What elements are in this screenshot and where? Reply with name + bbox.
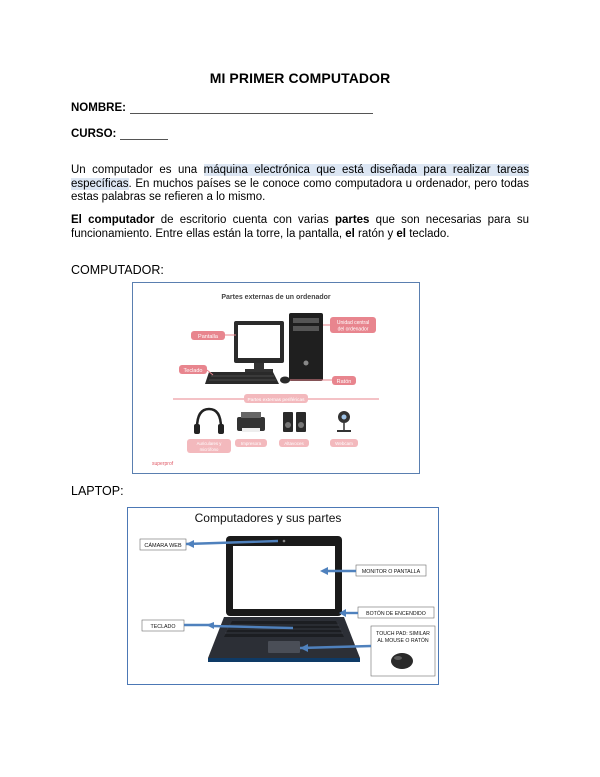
intro-text-end: . En muchos países se le conoce como computadora u ordenador, pero todas estas palabras se refieren a lo mismo. bbox=[71, 177, 529, 204]
curso-input-line[interactable] bbox=[120, 127, 168, 140]
mouse-shape bbox=[280, 377, 290, 384]
periph-speakers: Altavoces bbox=[284, 441, 304, 446]
label-perifericos: Partes externas periféricas bbox=[247, 398, 305, 403]
section-laptop: LAPTOP: bbox=[71, 484, 124, 498]
bold-el-1: el bbox=[345, 227, 355, 240]
bold-el-2: el bbox=[396, 227, 406, 240]
bold-el-computador: El computador bbox=[71, 214, 155, 226]
periph-headphones-1: Auriculares y bbox=[196, 441, 222, 446]
parts-text-3: ratón y bbox=[354, 227, 397, 240]
laptop-parts-figure bbox=[127, 507, 439, 685]
laptop-touchpad bbox=[268, 641, 300, 653]
desktop-parts-figure bbox=[132, 282, 420, 474]
label-pantalla: Pantalla bbox=[198, 334, 218, 340]
intro-paragraph bbox=[71, 164, 529, 205]
label-camara: CÁMARA WEB bbox=[144, 543, 182, 549]
tower-drive-1 bbox=[293, 318, 319, 323]
label-unidad-2: del ordenador bbox=[337, 326, 369, 333]
nombre-label: NOMBRE: bbox=[71, 102, 126, 114]
laptop-screen bbox=[233, 546, 335, 609]
label-monitor: MONITOR O PANTALLA bbox=[361, 569, 421, 575]
parts-text-1: de escritorio cuenta con varias bbox=[154, 214, 335, 226]
label-encendido: BOTÓN DE ENCENDIDO bbox=[366, 611, 426, 617]
parts-text-4: teclado. bbox=[406, 227, 450, 240]
monitor-screen bbox=[238, 325, 280, 358]
page-title: MI PRIMER COMPUTADOR bbox=[209, 70, 391, 86]
label-raton: Ratón bbox=[336, 379, 352, 385]
intro-highlight: máquina electrónica que está diseñada para realizar tareas específicas bbox=[71, 164, 530, 190]
label-touch-1: TOUCH PAD: SIMILAR bbox=[376, 631, 430, 637]
label-touch-2: AL MOUSE O RATÓN bbox=[377, 638, 429, 644]
periph-webcam: Webcam bbox=[335, 441, 353, 446]
nombre-field bbox=[71, 101, 373, 114]
section-computador: COMPUTADOR: bbox=[71, 263, 164, 277]
curso-label: CURSO: bbox=[71, 128, 117, 140]
figure2-title: Computadores y sus partes bbox=[194, 511, 342, 525]
periph-printer: Impresora bbox=[240, 441, 262, 446]
label-teclado-laptop: TECLADO bbox=[150, 624, 176, 630]
laptop-webcam bbox=[283, 540, 286, 543]
brand-logo: superprof bbox=[152, 461, 174, 467]
bold-partes: partes bbox=[334, 214, 370, 226]
intro-text-start: Un computador es una bbox=[71, 164, 204, 176]
figure1-title: Partes externas de un ordenador bbox=[221, 294, 331, 301]
mouse-icon bbox=[391, 653, 413, 669]
monitor-base bbox=[245, 369, 273, 372]
nombre-input-line[interactable] bbox=[130, 101, 373, 114]
label-teclado: Teclado bbox=[183, 368, 203, 374]
periph-headphones-2: micrófono bbox=[199, 447, 219, 452]
tower-case bbox=[289, 313, 323, 381]
curso-field bbox=[71, 127, 168, 140]
desktop-parts-illustration bbox=[133, 283, 419, 473]
tower-drive-2 bbox=[293, 326, 319, 331]
monitor-neck bbox=[254, 363, 264, 369]
label-unidad-1: Unidad central bbox=[336, 320, 370, 326]
headphones-icon bbox=[197, 409, 221, 428]
parts-text-2: que son necesarias para su funcionamiento. Entre ellas están la torre, la pantalla, bbox=[71, 214, 529, 240]
laptop-parts-illustration bbox=[128, 508, 438, 684]
keyboard-shape bbox=[205, 372, 279, 384]
parts-paragraph bbox=[71, 214, 529, 241]
tower-power bbox=[304, 361, 309, 366]
